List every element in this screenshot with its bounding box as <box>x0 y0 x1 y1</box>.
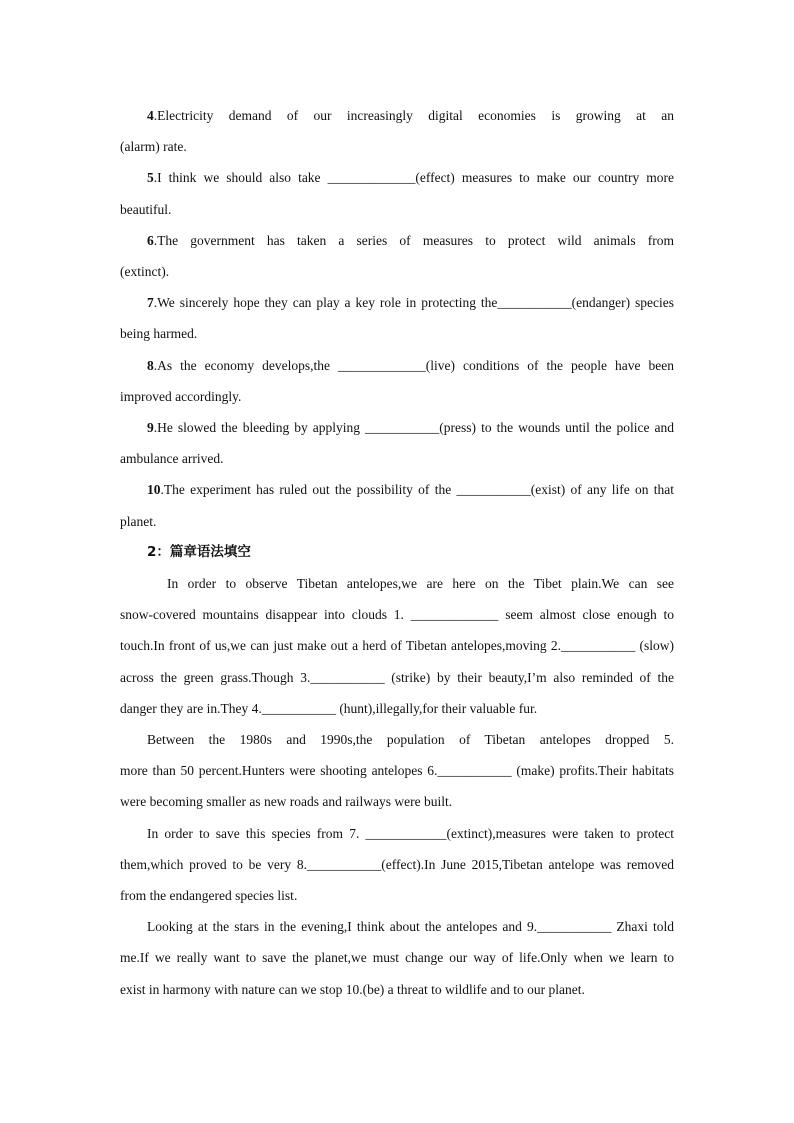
exercise-line <box>120 412 674 443</box>
item-text: .I think we should also take _____________(effect) measures to make our country more <box>153 170 674 186</box>
item-number: 9 <box>147 420 154 436</box>
item-number: 10 <box>147 482 161 498</box>
passage-line: were becoming smaller as new roads and railways were built. <box>120 794 453 810</box>
exercise-item-8 <box>120 350 674 412</box>
exercise-line: planet. <box>120 513 157 529</box>
exercise-item-7 <box>120 287 674 349</box>
exercise-line <box>120 350 674 381</box>
exercise-line: improved accordingly. <box>120 388 242 404</box>
item-number: 5 <box>147 170 154 186</box>
passage-paragraph-1 <box>120 568 674 724</box>
passage-paragraph-3 <box>120 818 674 912</box>
passage-line: In order to save this species from 7. ____________(extinct),measures were taken to protect <box>147 825 674 841</box>
item-number: 7 <box>147 295 154 311</box>
exercise-item-6 <box>120 225 674 287</box>
item-text: .He slowed the bleeding by applying ___________(press) to the wounds until the police and <box>153 420 674 436</box>
item-text: .We sincerely hope they can play a key role in protecting the___________(endanger) species <box>153 295 674 311</box>
passage-line: across the green grass.Though 3.___________ (strike) by their beauty,I’m also reminded of the <box>120 669 674 685</box>
passage-line: from the endangered species list. <box>120 888 298 904</box>
passage-line: Between the 1980s and 1990s,the population of Tibetan antelopes dropped 5. <box>147 732 674 748</box>
passage-line: danger they are in.They 4.___________ (hunt),illegally,for their valuable fur. <box>120 700 538 716</box>
exercise-item-4 <box>120 100 674 162</box>
item-text: .The experiment has ruled out the possibility of the ___________(exist) of any life on that <box>160 482 674 498</box>
item-number: 8 <box>147 357 154 373</box>
passage-line: snow-covered mountains disappear into clouds 1. _____________ seem almost close enough to <box>120 607 674 623</box>
exercise-item-10 <box>120 474 674 536</box>
exercise-line: (extinct). <box>120 264 170 280</box>
passage-line: In order to observe Tibetan antelopes,we are here on the Tibet plain.We can see <box>167 576 674 592</box>
exercise-line <box>120 225 674 256</box>
section-heading: 2：篇章语法填空 <box>147 543 251 560</box>
exercise-line <box>120 162 674 193</box>
item-text: .The government has taken a series of measures to protect wild animals from <box>153 232 674 248</box>
document-page <box>120 100 674 1005</box>
exercise-item-5 <box>120 162 674 224</box>
item-text: .As the economy develops,the _____________(live) conditions of the people have been <box>153 357 674 373</box>
exercise-line: being harmed. <box>120 326 198 342</box>
passage-paragraph-4 <box>120 911 674 1005</box>
exercise-line: (alarm) rate. <box>120 139 187 155</box>
exercise-line: beautiful. <box>120 201 172 217</box>
passage-line: touch.In front of us,we can just make out a herd of Tibetan antelopes,moving 2.___________ (slow) <box>120 638 674 654</box>
passage-line: me.If we really want to save the planet,we must change our way of life.Only when we learn to <box>120 950 674 966</box>
exercise-line: ambulance arrived. <box>120 451 224 467</box>
passage-line: them,which proved to be very 8.___________(effect).In June 2015,Tibetan antelope was removed <box>120 856 674 872</box>
item-number: 6 <box>147 232 154 248</box>
item-text: .Electricity demand of our increasingly digital economies is growing at an <box>153 108 674 123</box>
passage-line: exist in harmony with nature can we stop 10.(be) a threat to wildlife and to our planet. <box>120 981 585 997</box>
exercise-line <box>120 287 674 318</box>
passage-line: Looking at the stars in the evening,I think about the antelopes and 9.___________ Zhaxi told <box>147 919 674 935</box>
exercise-line <box>120 474 674 505</box>
passage-line: more than 50 percent.Hunters were shooting antelopes 6.___________ (make) profits.Their habitats <box>120 763 674 779</box>
exercise-item-9 <box>120 412 674 474</box>
passage-paragraph-2 <box>120 724 674 818</box>
item-number: 4 <box>147 108 154 123</box>
exercise-line <box>120 100 674 131</box>
